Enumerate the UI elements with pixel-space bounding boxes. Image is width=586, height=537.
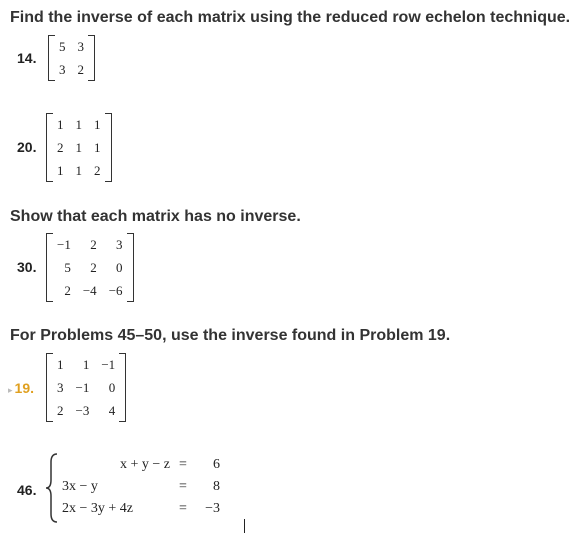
matrix-cell: 1 <box>75 163 82 178</box>
matrix-cell: −1 <box>75 380 90 395</box>
matrix-cell: 2 <box>64 283 71 298</box>
matrix-cell: 2 <box>57 140 64 155</box>
matrix-cell: 3 <box>57 380 64 395</box>
problem-number-20: 20. <box>17 139 37 155</box>
equation-rhs: −3 <box>205 501 220 516</box>
equation-lhs: 2x − 3y + 4z <box>62 501 134 516</box>
matrix-cell: 0 <box>116 260 123 275</box>
matrix-cell: 1 <box>94 117 101 132</box>
matrix-cell: 2 <box>77 62 84 77</box>
problem-number-14: 14. <box>17 50 37 66</box>
matrix-cell: −1 <box>57 237 71 252</box>
instruction-heading-no-inverse: Show that each matrix has no inverse. <box>10 208 301 225</box>
matrix-cell: −1 <box>101 357 116 372</box>
problem-number-30: 30. <box>17 259 37 275</box>
problem-number-19-label: 19. <box>14 380 34 396</box>
matrix-problem-14 <box>48 35 95 81</box>
matrix-cell: −4 <box>82 283 97 298</box>
equation-rhs: 6 <box>213 457 220 472</box>
text-cursor <box>244 519 245 533</box>
equation-system-46 <box>60 454 222 520</box>
matrix-problem-20 <box>46 113 112 182</box>
matrix-problem-19 <box>46 353 126 422</box>
left-brace-icon <box>44 452 60 524</box>
matrix-cell: 1 <box>75 117 82 132</box>
problem-number-19[interactable] <box>8 380 34 396</box>
equation-equals: = <box>179 479 187 494</box>
problem-number-46: 46. <box>17 482 37 498</box>
equation-lhs: 3x − y <box>62 479 98 494</box>
instruction-heading-inverse: Find the inverse of each matrix using the reduced row echelon technique. <box>10 9 571 26</box>
matrix-cell: 4 <box>108 403 116 418</box>
equation-equals: = <box>179 457 187 472</box>
matrix-cell: 5 <box>64 260 71 275</box>
matrix-cell: 0 <box>108 380 116 395</box>
matrix-cell: 2 <box>90 260 97 275</box>
matrix-cell: 2 <box>57 403 64 418</box>
matrix-cell: −3 <box>75 403 90 418</box>
matrix-cell: 1 <box>94 140 101 155</box>
instruction-heading-problems-45-50: For Problems 45–50, use the inverse found in Problem 19. <box>10 327 451 344</box>
matrix-cell: 2 <box>90 237 97 252</box>
matrix-cell: 3 <box>116 237 123 252</box>
matrix-cell: 2 <box>94 163 101 178</box>
equation-lhs: x + y − z <box>119 457 170 472</box>
marker-icon: ▸ <box>8 385 13 395</box>
matrix-cell: 5 <box>59 39 66 54</box>
matrix-cell: 1 <box>82 357 90 372</box>
equation-equals: = <box>179 501 187 516</box>
equation-rhs: 8 <box>213 479 220 494</box>
matrix-cell: 1 <box>57 357 64 372</box>
matrix-problem-30 <box>46 233 134 302</box>
matrix-cell: 1 <box>57 117 64 132</box>
matrix-cell: 1 <box>57 163 64 178</box>
matrix-cell: 3 <box>77 39 84 54</box>
matrix-cell: 3 <box>59 62 66 77</box>
matrix-cell: 1 <box>75 140 82 155</box>
matrix-cell: −6 <box>108 283 123 298</box>
